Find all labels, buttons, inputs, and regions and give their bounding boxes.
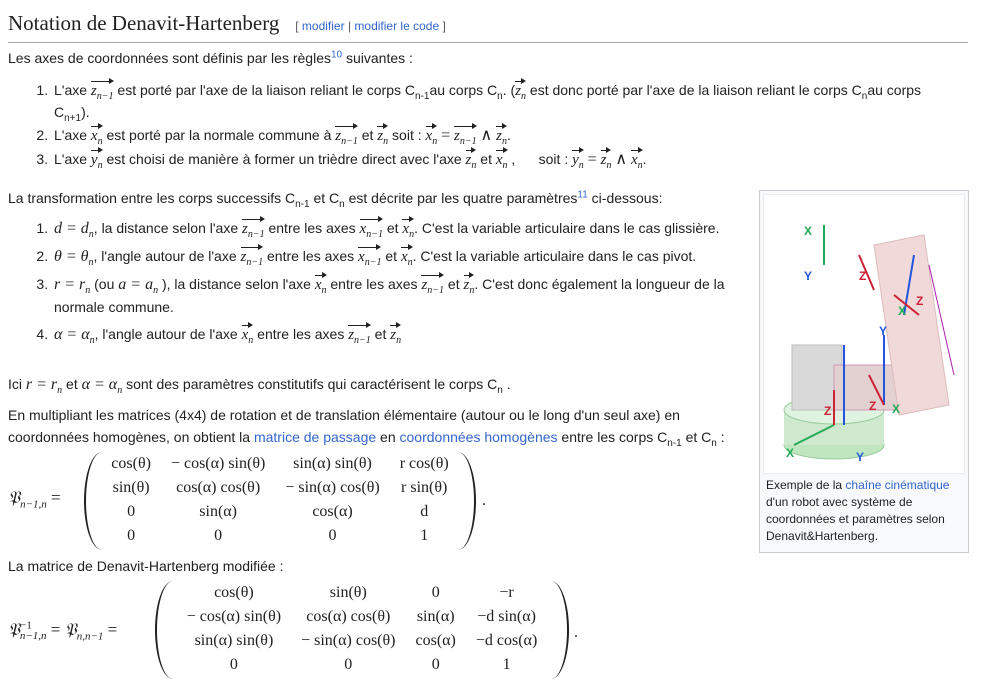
- matrix-cell: d: [420, 503, 429, 520]
- matrix-cell: 0: [328, 527, 337, 544]
- matrix-cell: −r: [499, 584, 514, 601]
- intro-text: Les axes de coordonnées sont définis par les règles: [8, 50, 331, 66]
- section-heading: [8, 8, 968, 43]
- transform-text: est décrite par les quatre paramètres: [344, 190, 578, 206]
- matrix-cell: −d sin(α): [477, 608, 536, 625]
- rule-text: L'axe: [54, 151, 91, 167]
- matrix-cell: 0: [229, 656, 238, 673]
- figure-caption: [766, 477, 962, 545]
- param-item-alpha: 4. $\alpha = \alpha_n$, l'angle autour de l'axe $x_n$ entre les axes $z_{n-1}$ et $z_n$: [52, 322, 743, 346]
- matrix-row: [101, 524, 458, 548]
- svg-text:Z: Z: [916, 294, 924, 308]
- ici-text: et: [62, 376, 82, 392]
- param-symbol: r = r: [54, 276, 86, 293]
- matrix-cell: 0: [431, 656, 440, 673]
- rule-text: est choisi de manière à former un trièdre direct avec l'axe: [102, 151, 466, 167]
- matrix-cell: cos(α): [415, 632, 456, 649]
- transform-text: La transformation entre les corps successifs C: [8, 190, 296, 206]
- matrix-cell: 1: [420, 527, 429, 544]
- matrix-cell: cos(θ): [214, 584, 254, 601]
- ici-paragraph: Ici $r = r_n$ et $\alpha = \alpha_n$ sont des paramètres constitutifs qui caractérisent le corps $C_n$ .: [8, 376, 511, 397]
- param-item-d: 1. $d = d_n$, la distance selon l'axe $z_{n-1}$ entre les axes $x_{n-1}$ et $x_n$. C'est la variable articulaire dans le cas glissière.: [52, 216, 743, 240]
- mult-text: et C: [681, 429, 712, 445]
- param-symbol: α = α: [54, 326, 90, 343]
- param-text: . C'est la variable articulaire dans le cas pivot.: [412, 248, 697, 264]
- coordonnees-homogenes-link[interactable]: coordonnées homogènes: [399, 429, 558, 445]
- rules-list: [8, 78, 953, 171]
- rule-text: , soit :: [507, 151, 573, 167]
- svg-text:X: X: [786, 446, 795, 460]
- matrix-cell: r sin(θ): [401, 479, 448, 496]
- matrix-row: [177, 605, 548, 629]
- matrix-cell: − cos(α) sin(θ): [170, 455, 266, 472]
- matrix-cell: 0: [214, 527, 223, 544]
- ici-text: .: [502, 376, 511, 392]
- section-title: Notation de Denavit-Hartenberg: [8, 11, 280, 35]
- rule-text: est porté par la normale commune à: [102, 127, 336, 143]
- param-text: , l'angle autour de l'axe: [94, 326, 242, 342]
- ref-11-link[interactable]: 11: [577, 189, 588, 201]
- param-text: , l'angle autour de l'axe: [93, 248, 241, 264]
- rule-text: au corps C: [54, 82, 922, 120]
- matrix-row: [177, 653, 548, 677]
- param-text: , la distance selon l'axe: [93, 220, 242, 236]
- param-text: (ou: [90, 276, 119, 292]
- ref-10-link[interactable]: 10: [330, 49, 343, 61]
- matrix1-lhs: 𝔓$_{n-1,n}$ =: [8, 488, 61, 511]
- matrix-cell: sin(θ): [329, 584, 367, 601]
- matrix-cell: − cos(α) sin(θ): [186, 608, 282, 625]
- transform-paragraph: La transformation entre les corps successifs $C_{n-1}$ et $C_n$ est décrite par les quatre paramètres$^{11}$ ci-dessous:: [8, 189, 663, 210]
- rule-text: . (: [502, 82, 516, 98]
- param-text: et: [382, 220, 403, 236]
- matrix-cell: 0: [431, 584, 440, 601]
- rule-text: L'axe: [54, 127, 91, 143]
- svg-text:X: X: [804, 224, 813, 238]
- rule-text: L'axe: [54, 82, 91, 98]
- param-text: et: [370, 326, 391, 342]
- matrix-cell: −d cos(α): [475, 632, 538, 649]
- svg-text:Y: Y: [879, 324, 888, 338]
- mult-text: :: [716, 429, 725, 445]
- matrix-cell: sin(α) sin(θ): [194, 632, 274, 649]
- param-text: entre les axes: [264, 220, 360, 236]
- intro-text-after: suivantes :: [342, 50, 413, 66]
- param-text: entre les axes: [253, 326, 349, 342]
- edit-link[interactable]: modifier: [301, 19, 345, 33]
- matrix2-lhs: 𝔓$^{-1}_{n-1,n}$ = 𝔓$_{n,n-1}$ =: [8, 619, 118, 643]
- rule-text: est porté par l'axe de la liaison reliant le corps C: [113, 82, 416, 98]
- param-text: et: [381, 248, 401, 264]
- matrix-cell: 0: [344, 656, 353, 673]
- matrix-cell: sin(θ): [112, 479, 150, 496]
- edit-bracket-close: ]: [439, 19, 446, 33]
- rule-text: et: [357, 127, 378, 143]
- param-text: entre les axes: [326, 276, 422, 292]
- matrix-cell: 0: [127, 527, 136, 544]
- matrix-row: [177, 581, 548, 605]
- mult-paragraph: En multipliant les matrices (4x4) de rotation et de translation élémentaire (autour ou le long d'un seul axe) en coordonnées homogènes, on obtient la matrice de passage en coordonnées homogènes entre les corps $C_{n-1}$ et $C_n$ :: [8, 407, 725, 449]
- param-symbol: θ = θ: [54, 248, 89, 265]
- svg-text:Z: Z: [869, 399, 877, 413]
- param-text: entre les axes: [263, 248, 359, 264]
- caption-text: Exemple de la: [766, 478, 846, 492]
- rule-item-1: 1. L'axe $z_{n-1}$ est porté par l'axe de la liaison reliant le corps $C_{n-1}au$ corps $C_n$. ($z_n$ est donc porté par l'axe de la liaison reliant le corps $C_nau$ corps $C_{n+1}$).: [52, 78, 953, 123]
- param-text: ), la distance selon l'axe: [158, 276, 315, 292]
- matrix-row: [101, 476, 458, 500]
- matrix-cell: r cos(θ): [399, 455, 449, 472]
- matrix-row: [101, 500, 458, 524]
- robot-diagram-svg: [764, 195, 964, 473]
- param-text: . C'est la variable articulaire dans le cas glissière.: [414, 220, 720, 236]
- rule-text: au corps C: [429, 82, 498, 98]
- matrix2-period: .: [574, 624, 578, 641]
- rule-item-2: 2. L'axe $x_n$ est porté par la normale commune à $z_{n-1}$ et $z_n$ soit : $x_n = z_{n-1}$ ∧ $z_n$.: [52, 123, 953, 147]
- edit-code-link[interactable]: modifier le code: [354, 19, 440, 33]
- robot-diagram-image[interactable]: [763, 194, 965, 474]
- matrix-cell: − sin(α) cos(θ): [285, 479, 380, 496]
- ici-text: Ici: [8, 376, 26, 392]
- edit-separator: |: [344, 19, 355, 33]
- ici-text: sont des paramètres constitutifs qui caractérisent le corps C: [122, 376, 498, 392]
- param-symbol: d = d: [54, 220, 89, 237]
- matrix-cell: cos(α): [312, 503, 353, 520]
- matrix-row: [177, 629, 548, 653]
- chaine-cinematique-link[interactable]: chaîne cinématique: [845, 478, 950, 492]
- param-text: . C'est donc également la longueur de la normale commune.: [54, 276, 725, 315]
- rule-text: est donc porté par l'axe de la liaison reliant le corps C: [526, 82, 862, 98]
- svg-text:Z: Z: [859, 269, 867, 283]
- mult-text: En multipliant les matrices (4x4) de rotation et de translation élémentaire (autour ou le long d'un seul axe) en coordonnées homogènes, on obtient la: [8, 407, 680, 445]
- param-symbol-alt: a = a: [118, 276, 154, 293]
- mult-text: entre les corps C: [557, 429, 668, 445]
- edit-bracket-open: [: [295, 19, 302, 33]
- matrix-cell: cos(α) cos(θ): [306, 608, 391, 625]
- matrix-cell: sin(α): [416, 608, 455, 625]
- svg-text:Y: Y: [856, 450, 865, 464]
- matrix-cell: cos(α) cos(θ): [176, 479, 261, 496]
- matrix2: [155, 581, 569, 679]
- matrix-cell: 0: [127, 503, 136, 520]
- svg-text:X: X: [892, 402, 901, 416]
- intro-paragraph: [8, 48, 413, 68]
- matrix-cell: cos(θ): [111, 455, 151, 472]
- param-text: et: [444, 276, 464, 292]
- edit-links: [295, 19, 446, 33]
- params-list: [8, 216, 743, 346]
- matrix-row: [101, 452, 458, 476]
- mult-text: en: [376, 429, 400, 445]
- matrix-cell: sin(α): [199, 503, 237, 520]
- matrix1: [84, 452, 476, 550]
- transform-text: ci-dessous:: [587, 190, 663, 206]
- matrix-cell: 1: [502, 656, 511, 673]
- transform-text: et C: [309, 190, 340, 206]
- rule-text: soit :: [388, 127, 426, 143]
- figure-thumbnail: [759, 190, 969, 553]
- caption-text: d'un robot avec système de coordonnées et paramètres selon Denavit&Hartenberg.: [766, 495, 945, 543]
- rule-text: et: [476, 151, 496, 167]
- param-item-r: 3. $r = r_n$ (ou $a = a_n$ ), la distance selon l'axe $x_n$ entre les axes $z_{n-1}$ et $z_n$. C'est donc également la longueur de la normale commune.: [52, 272, 743, 318]
- svg-text:X: X: [898, 304, 907, 318]
- param-item-theta: 2. $\theta = \theta_n$, l'angle autour de l'axe $z_{n-1}$ entre les axes $x_{n-1}$ et $x_n$. C'est la variable articulaire dans le cas pivot.: [52, 244, 743, 268]
- matrice-de-passage-link[interactable]: matrice de passage: [253, 429, 377, 445]
- modified-label: La matrice de Denavit-Hartenberg modifiée :: [8, 558, 284, 574]
- svg-text:Y: Y: [804, 269, 813, 283]
- svg-text:Z: Z: [824, 404, 832, 418]
- rule-item-3: 3. L'axe $y_n$ est choisi de manière à former un trièdre direct avec l'axe $z_n$ et $x_n$ , soit : $y_n = z_n$ ∧ $x_n$.: [52, 147, 953, 171]
- matrix1-period: .: [482, 492, 486, 509]
- rule-text: ).: [81, 104, 90, 120]
- matrix-cell: − sin(α) cos(θ): [301, 632, 396, 649]
- matrix-cell: sin(α) sin(θ): [293, 455, 372, 472]
